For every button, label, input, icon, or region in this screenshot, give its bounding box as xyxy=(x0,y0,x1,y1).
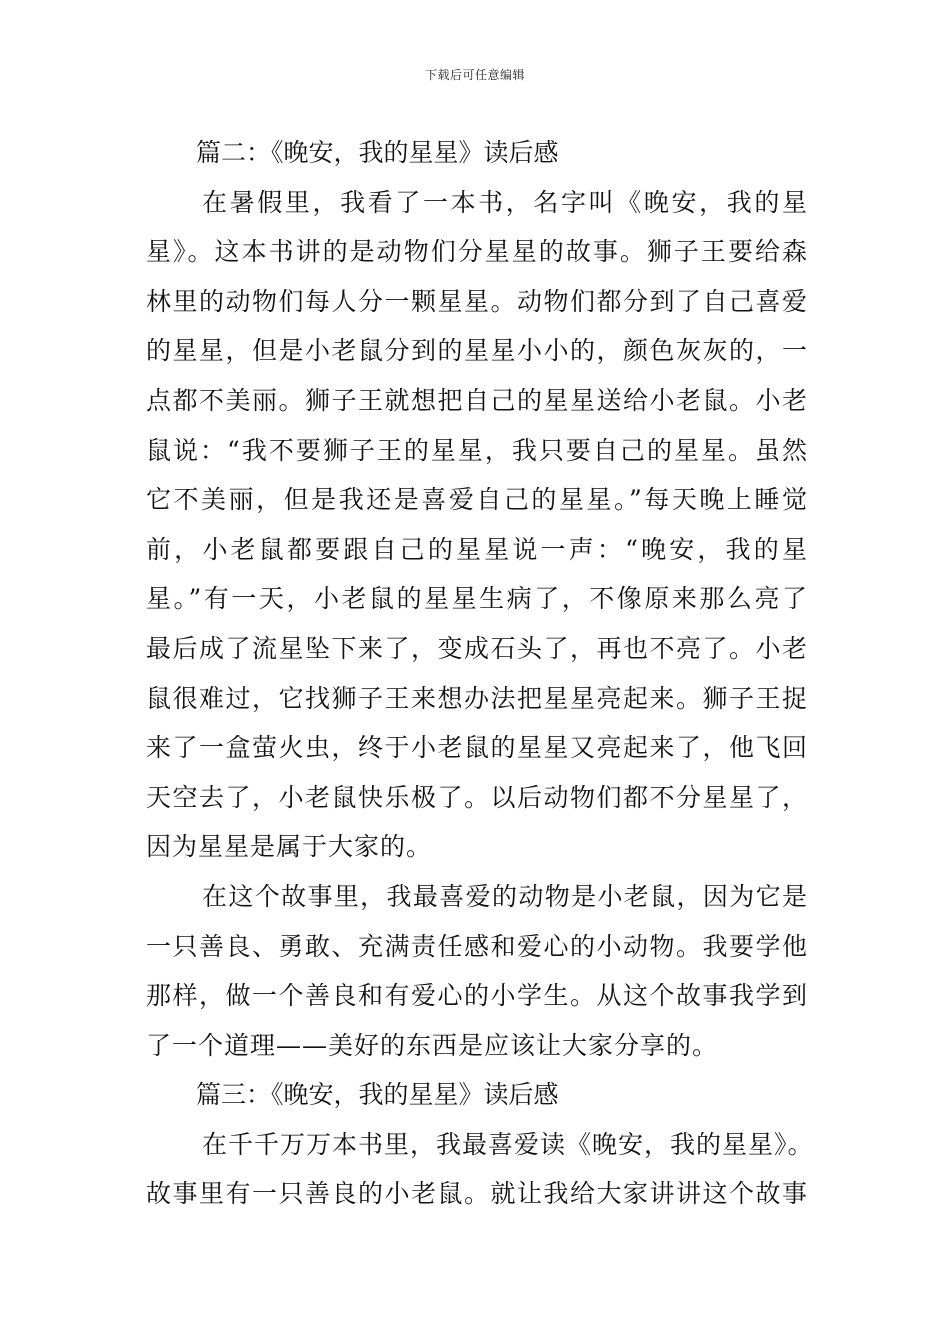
text-line: 星。”有一天，小老鼠的星星生病了，不像原来那么亮了 xyxy=(146,584,808,614)
text-line: 一只善良、勇敢、充满责任感和爱心的小动物。我要学他 xyxy=(146,931,808,961)
section-heading: 篇二：《晚安，我的星星》读后感 xyxy=(196,138,559,167)
text-line: 它不美丽，但是我还是喜爱自己的星星。”每天晚上睡觉 xyxy=(146,485,808,515)
text-line: 在这个故事里，我最喜爱的动物是小老鼠，因为它是 xyxy=(202,881,808,911)
text-line: 在暑假里，我看了一本书，名字叫《晚安，我的星 xyxy=(202,187,808,217)
text-line: 最后成了流星坠下来了，变成石头了，再也不亮了。小老 xyxy=(146,633,808,663)
paragraph xyxy=(146,872,808,1070)
text-line: 林里的动物们每人分一颗星星。动物们都分到了自己喜爱 xyxy=(146,286,808,316)
text-line: 点都不美丽。狮子王就想把自己的星星送给小老鼠。小老 xyxy=(146,385,808,415)
text-line: 来了一盒萤火虫，终于小老鼠的星星又亮起来了，他飞回 xyxy=(146,733,808,763)
text-line: 星》。这本书讲的是动物们分星星的故事。狮子王要给森 xyxy=(146,237,808,267)
text-line: 了一个道理——美好的东西是应该让大家分享的。 xyxy=(146,1030,719,1060)
section-heading: 篇三：《晚安，我的星星》读后感 xyxy=(196,1080,559,1110)
document-body xyxy=(146,128,814,1219)
text-line: 天空去了，小老鼠快乐极了。以后动物们都不分星星了， xyxy=(146,782,808,812)
paragraph xyxy=(146,1120,814,1219)
text-line: 的星星，但是小老鼠分到的星星小小的，颜色灰灰的，一 xyxy=(146,336,808,366)
text-line: 那样，做一个善良和有爱心的小学生。从这个故事我学到 xyxy=(146,981,808,1011)
text-line: 前，小老鼠都要跟自己的星星说一声：“晚安，我的星 xyxy=(146,534,808,564)
text-line: 鼠说：“我不要狮子王的星星，我只要自己的星星。虽然 xyxy=(146,435,808,465)
text-line: 在千千万万本书里，我最喜爱读《晚安，我的星星》。 xyxy=(202,1129,814,1159)
text-line: 因为星星是属于大家的。 xyxy=(146,832,433,862)
text-line: 鼠很难过，它找狮子王来想办法把星星亮起来。狮子王捉 xyxy=(146,683,808,713)
paragraph xyxy=(146,178,808,872)
header-note: 下载后可任意编辑 xyxy=(424,68,525,82)
text-line: 故事里有一只善良的小老鼠。就让我给大家讲讲这个故事 xyxy=(146,1179,808,1209)
